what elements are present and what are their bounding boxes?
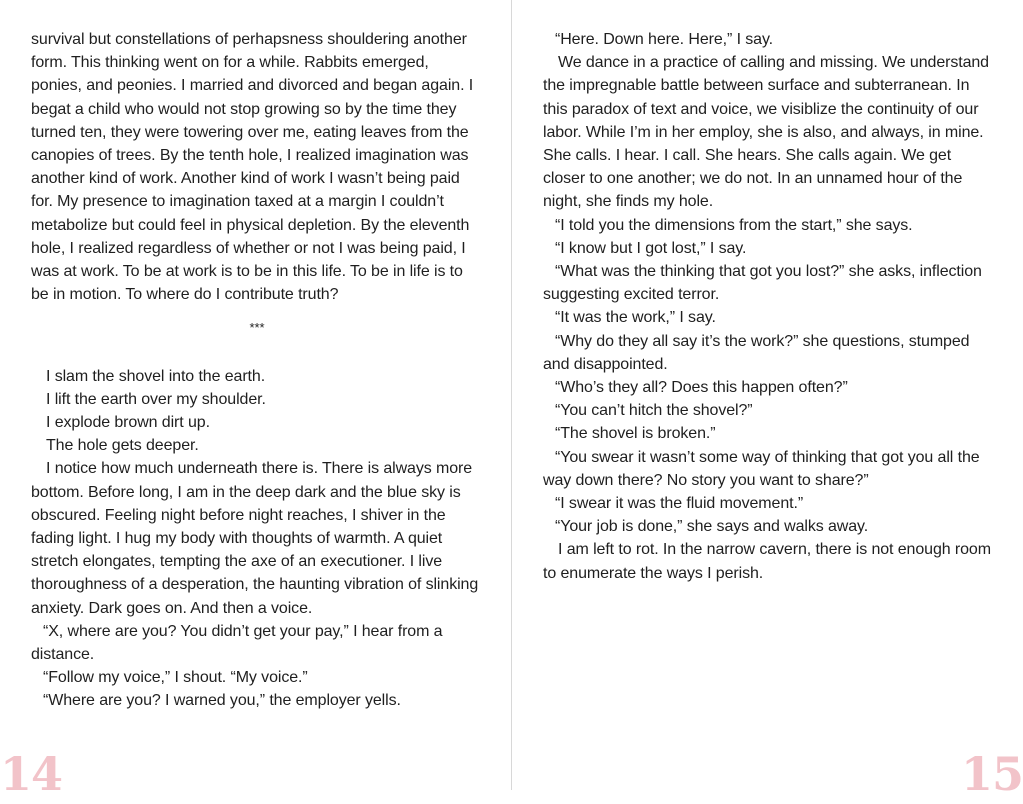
paragraph: “I know but I got lost,” I say. — [555, 239, 747, 257]
left-page — [0, 0, 511, 801]
left-page-text — [31, 28, 483, 713]
paragraph: “The shovel is broken.” — [555, 425, 716, 443]
paragraph: “You swear it wasn’t some way of thinking that got you all the way down there? No story you want to share?” — [543, 448, 980, 489]
paragraph: “Follow my voice,” I shout. “My voice.” — [43, 669, 308, 687]
paragraph: “It was the work,” I say. — [555, 309, 716, 327]
paragraph: The hole gets deeper. — [46, 437, 199, 455]
scene-break: *** — [249, 320, 265, 336]
right-page — [512, 0, 1023, 801]
paragraph: “What was the thinking that got you lost?” she asks, inflection suggesting excited terror. — [543, 263, 982, 304]
paragraph: survival but constellations of perhapsness shouldering another form. This thinking went on for a while. Rabbits emerged, ponies, and peonies. I married and divorced and began again. I begat a child who would not stop growing so by the time they turned ten, they were towering over me, eating leaves from the canopies of trees. By the tenth hole, I realized imagination was another kind of work. Another kind of work I wasn’t being paid for. My presence to imagination taxed at a margin I couldn’t metabolize but could feel in physical depletion. By the eleventh hole, I realized regardless of whether or not I was being paid, I was at work. To be at work is to be in this life. To be in life is to be in motion. To where do I contribute truth? — [31, 31, 474, 304]
paragraph: I lift the earth over my shoulder. — [46, 390, 266, 408]
paragraph: “You can’t hitch the shovel?” — [555, 402, 753, 420]
paragraph: “Who’s they all? Does this happen often?” — [555, 379, 848, 397]
paragraph: We dance in a practice of calling and missing. We understand the impregnable battle between surface and subterranean. In this paradox of text and voice, we visiblize the continuity of our labor. While I’m in her employ, she is also, and always, in mine. She calls. I hear. I call. She hears. She calls again. We get closer to one another; we do not. In an unnamed hour of the night, she finds my hole. — [543, 54, 989, 211]
paragraph: “Where are you? I warned you,” the employer yells. — [43, 692, 401, 710]
paragraph: “Here. Down here. Here,” I say. — [555, 31, 774, 48]
paragraph: “Why do they all say it’s the work?” she questions, stumped and disappointed. — [543, 332, 970, 373]
page-number: 15 — [960, 747, 1023, 801]
paragraph: I explode brown dirt up. — [46, 414, 210, 432]
paragraph: “I told you the dimensions from the start,” she says. — [555, 216, 913, 234]
paragraph: “Your job is done,” she says and walks away. — [555, 518, 869, 536]
paragraph: I notice how much underneath there is. There is always more bottom. Before long, I am in the deep dark and the blue sky is obscured. Feeling night before night reaches, I shiver in the fading light. I hug my body with thoughts of warmth. A quiet stretch elongates, tempting the axe of an executioner. I live thoroughness of a desperation, the haunting vibration of slinking anxiety. Dark goes on. And then a voice. — [31, 460, 479, 617]
paragraph: I slam the shovel into the earth. — [46, 367, 266, 385]
right-page-text — [543, 28, 993, 585]
paragraph: “X, where are you? You didn’t get your pay,” I hear from a distance. — [31, 622, 443, 664]
paragraph: I am left to rot. In the narrow cavern, there is not enough room to enumerate the ways I perish. — [543, 541, 991, 582]
page-number: 14 — [0, 747, 63, 801]
paragraph: “I swear it was the fluid movement.” — [555, 495, 804, 513]
